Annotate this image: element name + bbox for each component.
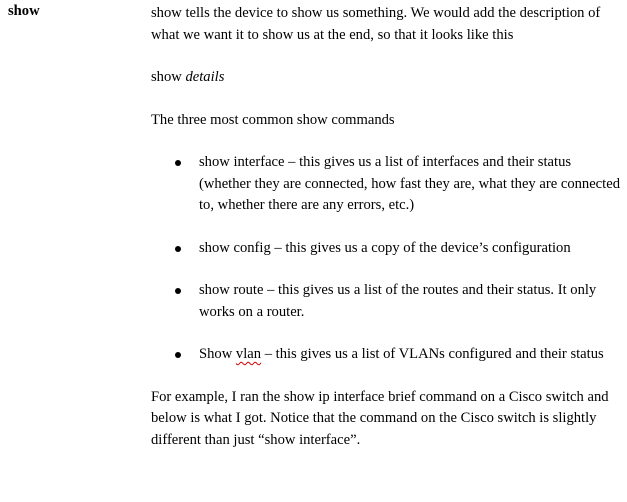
intro-paragraph: show tells the device to show us something. We would add the description of what we want it to show us at the end, so that it looks like this [151,5,601,43]
list-item [151,238,621,260]
closing-paragraph: For example, I ran the show ip interface brief command on a Cisco switch and below is what I got. Notice that the command on the Cisco switch is slightly different than just “show interface”. [151,388,609,448]
misspelled-word[interactable]: vlan [235,346,262,362]
example-command-name: show [151,69,182,85]
definition-body [151,3,621,451]
list-item-text: – this gives us a list of VLANs configured and their status [261,346,604,362]
list-item-text: show interface – this gives us a list of interfaces and their status (whether they are connected, how fast they are, what they are connected to, whether there are any errors, etc.) [199,154,620,213]
list-item [151,152,621,217]
list-heading: The three most common show commands [151,111,395,128]
bullet-icon [175,288,181,294]
list-item-text: show config – this gives us a copy of the device’s configuration [199,239,571,256]
bullet-icon [175,246,181,252]
bullet-icon [175,160,181,166]
example-command-argument: details [185,69,225,85]
list-item [151,344,621,366]
list-item-text: show route – this gives us a list of the routes and their status. It only works on a router. [199,282,597,320]
list-item-prefix: Show [199,346,233,362]
example-command [151,67,621,89]
list-item [151,280,621,323]
definition-term: show [8,3,40,19]
bullet-icon [175,352,181,358]
command-list [151,152,621,366]
